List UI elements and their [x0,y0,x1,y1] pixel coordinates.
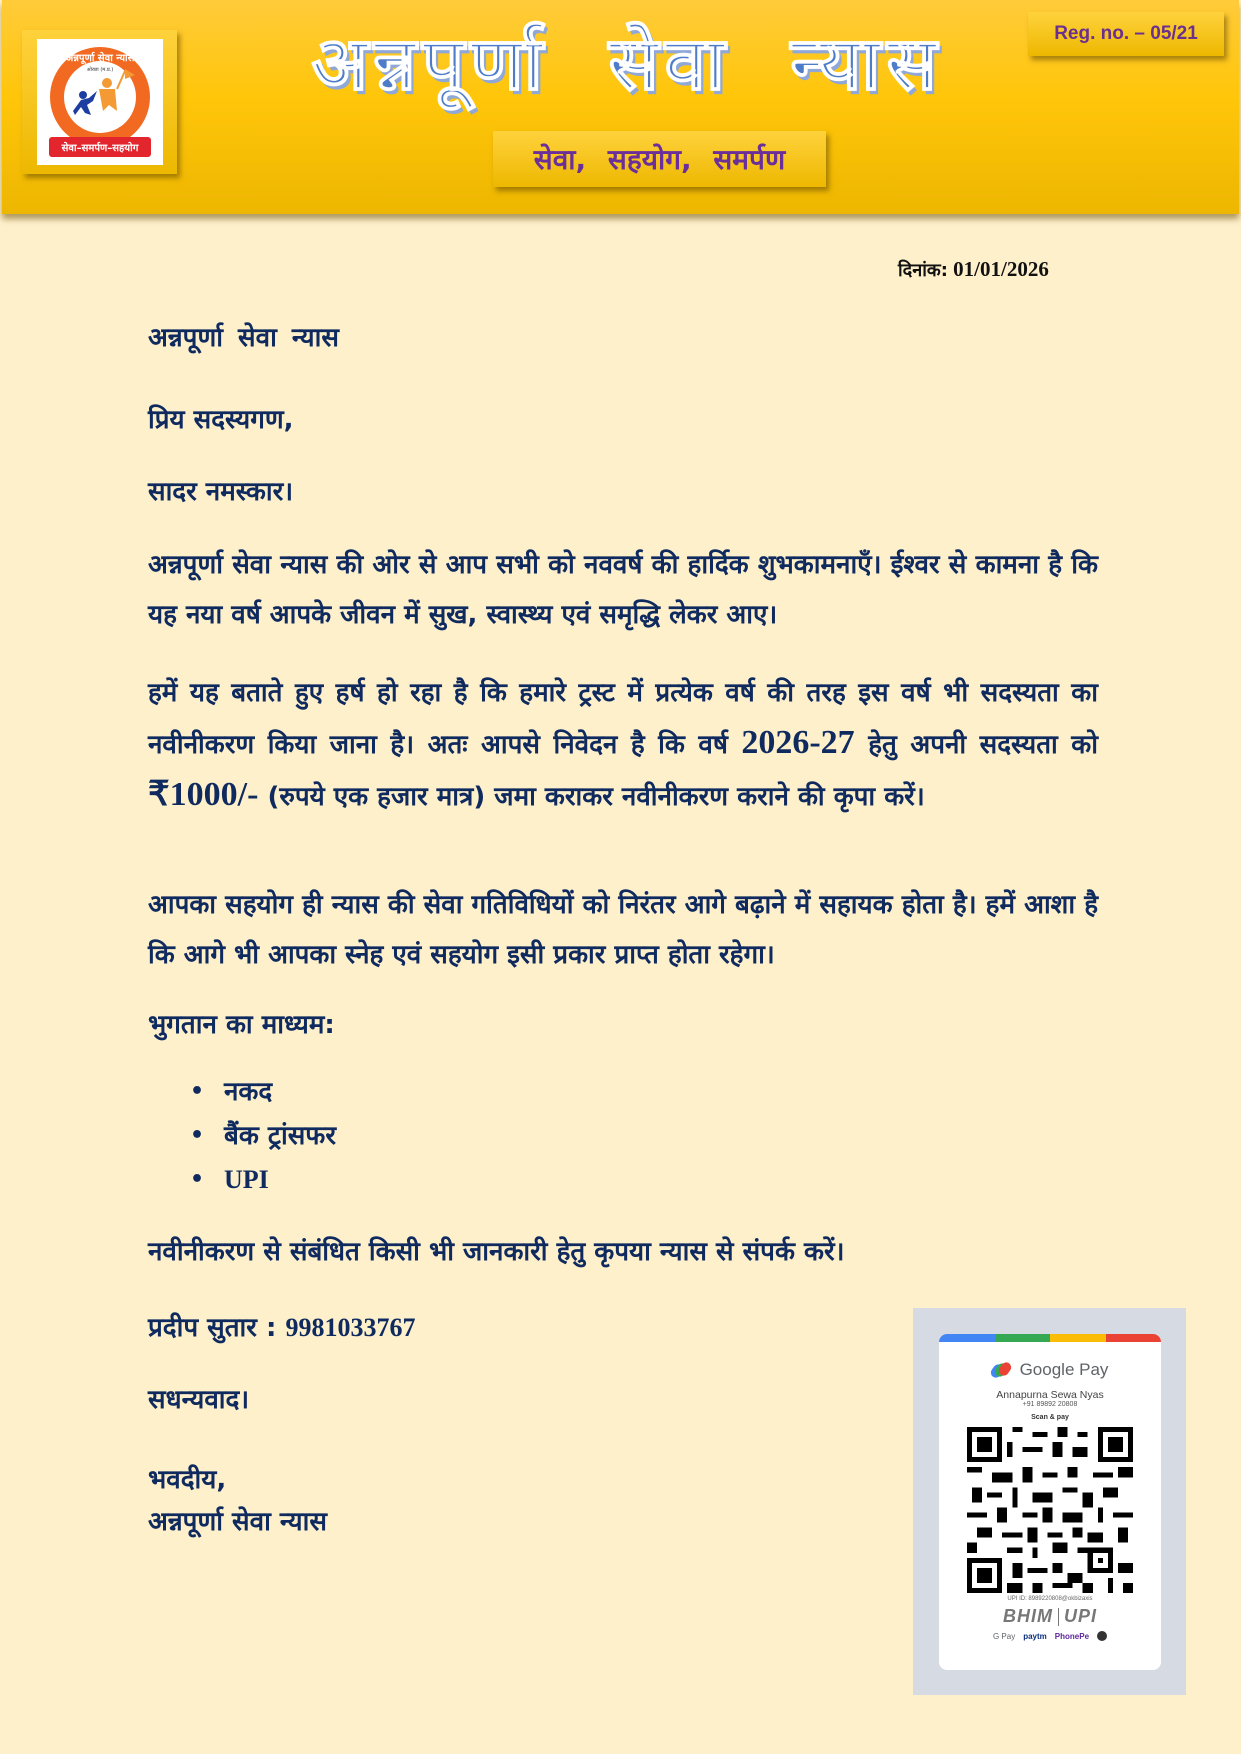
letterhead-header [2,0,1239,214]
logo-frame [22,30,177,174]
payment-method-label: नकद [224,1077,273,1107]
paragraph-renewal-request [148,668,1098,822]
paragraph-support-note: आपका सहयोग ही न्यास की सेवा गतिविधियों को निरंतर आगे बढ़ाने में सहायक होता है। हमें आशा है कि आगे भी आपका स्नेह एवं सहयोग इसी प्रकार प्राप्त होता रहेगा। [148,890,1098,970]
registration-box [1028,12,1224,56]
upi-qr-panel [913,1308,1186,1695]
contact-name: प्रदीप सुतार : [148,1313,277,1343]
paytm-app-icon: paytm [1023,1631,1047,1641]
date-label: दिनांक: [898,260,948,281]
logo-divider [1058,1608,1059,1626]
brand-color-bar [939,1334,1161,1342]
greeting: सादर नमस्कार। [148,477,294,507]
renewal-year: 2026-27 [741,724,855,761]
upi-logo-icon: UPI [1063,1606,1097,1626]
bullet-icon: • [190,1079,205,1104]
payee-name: Annapurna Sewa Nyas [996,1389,1104,1401]
signature: अन्नपूर्णा सेवा न्यास [148,1507,327,1537]
google-pay-header [939,1360,1161,1380]
renewal-text-3: (रुपये एक हजार मात्र) जमा कराकर नवीनीकरण कराने की कृपा करें। [258,782,925,812]
contact-line [148,1308,415,1344]
tagline-box [493,131,826,187]
bullet-icon: • [190,1123,205,1148]
svg-text:अन्नपूर्णा सेवा न्यास: अन्नपूर्णा सेवा न्यास [65,53,135,64]
date-value: 01/01/2026 [953,257,1049,281]
payment-methods-list [190,1070,336,1202]
organization-title: अन्नपूर्णा सेवा न्यास [311,21,943,107]
payee-phone: +91 89892 20808 [1022,1401,1078,1408]
salutation: प्रिय सदस्यगण, [148,405,294,435]
gpay-app-icon: G Pay [992,1631,1016,1641]
bullet-icon: • [190,1167,205,1192]
svg-text:ओरछा (म.प्र.): ओरछा (म.प्र.) [86,67,114,73]
bhim-logo-icon: BHIM [1002,1606,1053,1626]
closing: भवदीय, [148,1465,227,1495]
thanks: सधन्यवाद। [148,1385,250,1415]
trust-emblem-icon [37,39,163,165]
registration-number: Reg. no. – 05/21 [1054,23,1198,44]
bhim-upi-logos [939,1606,1161,1627]
payment-method-bank-transfer [190,1114,336,1158]
payment-method-cash [190,1070,336,1114]
payment-method-label: बैंक ट्रांसफर [224,1121,336,1151]
upi-id: UPI ID: 8989220808@okbizaxis [1007,1596,1093,1602]
renewal-text-1: हमें यह बताते हुए हर्ष हो रहा है कि हमारे ट्रस्ट में प्रत्येक वर्ष की तरह इस वर्ष भी सदस्यता का नवीनीकरण किया जाना है। अतः आपसे निवेदन है कि वर्ष [148,678,1098,760]
letter-date [898,257,1049,282]
other-app-icon [1097,1631,1107,1641]
renewal-amount: ₹1000/- [148,776,259,813]
payment-method-upi [190,1158,336,1202]
google-pay-card [939,1334,1161,1670]
svg-text:सेवा–समर्पण–सहयोग: सेवा–समर्पण–सहयोग [61,143,139,154]
supported-apps [939,1631,1161,1641]
google-pay-brand: Google Pay [1019,1360,1109,1379]
recipient-org: अन्नपूर्णा सेवा न्यास [148,323,339,353]
contact-phone: 9981033767 [285,1313,416,1342]
paragraph-new-year-wishes: अन्नपूर्णा सेवा न्यास की ओर से आप सभी को नववर्ष की हार्दिक शुभकामनाएँ। ईश्वर से कामना है कि यह नया वर्ष आपके जीवन में सुख, स्वास्थ्य एवं समृद्धि लेकर आए। [148,550,1098,630]
scan-label: Scan & pay [1031,1414,1069,1421]
contact-note: नवीनीकरण से संबंधित किसी भी जानकारी हेतु कृपया न्यास से संपर्क करें। [148,1237,845,1267]
renewal-text-2: हेतु अपनी सदस्यता को [854,730,1098,760]
payment-method-label: UPI [224,1165,269,1194]
payment-heading: भुगतान का माध्यम: [148,1010,335,1040]
google-pay-logo-icon [992,1362,1012,1378]
logo [37,39,163,165]
phonepe-app-icon: PhonePe [1054,1631,1090,1641]
tagline: सेवा, सहयोग, समर्पण [533,143,786,176]
qr-code-icon[interactable] [967,1427,1133,1593]
